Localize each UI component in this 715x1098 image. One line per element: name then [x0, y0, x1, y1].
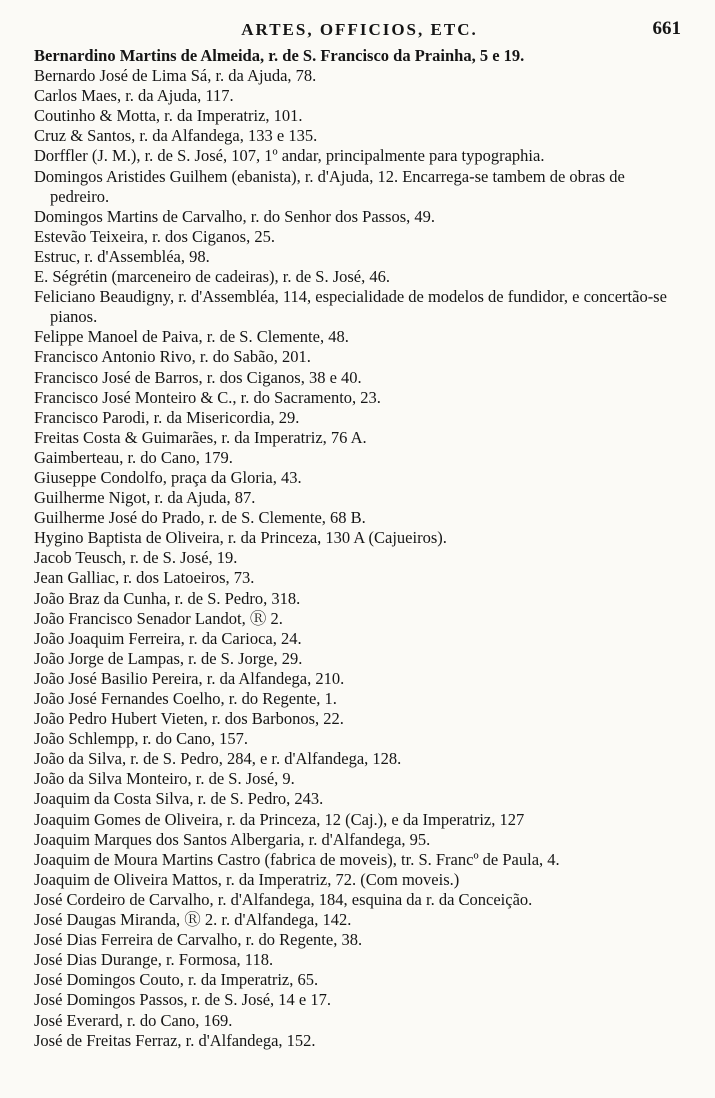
list-item: Francisco José de Barros, r. dos Ciganos, 38 e 40. [34, 367, 362, 387]
page-number: 661 [652, 18, 681, 39]
list-item: João Francisco Senador Landot, Ⓡ 2. [34, 608, 283, 628]
list-item: Hygino Baptista de Oliveira, r. da Princeza, 130 A (Cajueiros). [34, 528, 447, 548]
list-item: Francisco Parodi, r. da Misericordia, 29. [34, 407, 300, 427]
list-item: João Jorge de Lampas, r. de S. Jorge, 29. [34, 648, 303, 668]
list-item: Jean Galliac, r. dos Latoeiros, 73. [34, 568, 255, 588]
list-item: João José Fernandes Coelho, r. do Regente, 1. [34, 689, 337, 708]
list-item: José Dias Ferreira de Carvalho, r. do Regente, 38. [34, 930, 363, 950]
list-item: Gaimberteau, r. do Cano, 179. [34, 447, 233, 467]
list-item: Joaquim Marques dos Santos Albergaria, r. d'Alfandega, 95. [34, 829, 431, 849]
list-item: Guilherme Nigot, r. da Ajuda, 87. [34, 488, 256, 508]
list-item: José Everard, r. do Cano, 169. [34, 1010, 233, 1030]
list-item: Joaquim de Moura Martins Castro (fabrica de moveis), tr. S. Francº de Paula, 4. [34, 849, 560, 869]
list-item: Joaquim de Oliveira Mattos, r. da Imperatriz, 72. (Com moveis.) [34, 869, 460, 889]
list-item: João da Silva, r. de S. Pedro, 284, e r. d'Alfandega, 128. [34, 749, 402, 769]
list-item: João Braz da Cunha, r. de S. Pedro, 318. [34, 588, 301, 608]
directory-list [34, 46, 685, 1051]
list-item: Giuseppe Condolfo, praça da Gloria, 43. [34, 467, 302, 487]
running-head: ARTES, OFFICIOS, ETC. [241, 20, 478, 39]
list-item: Estevão Teixeira, r. dos Ciganos, 25. [34, 226, 275, 246]
list-item: Coutinho & Motta, r. da Imperatriz, 101. [34, 106, 303, 126]
page-header [34, 12, 685, 46]
list-item: Estruc, r. d'Assembléa, 98. [34, 246, 210, 266]
list-item: José Cordeiro de Carvalho, r. d'Alfandega, 184, esquina da r. da Conceição. [34, 889, 533, 909]
list-item: João Schlempp, r. do Cano, 157. [34, 729, 249, 749]
list-item: Francisco Antonio Rivo, r. do Sabão, 201. [34, 347, 311, 367]
list-item: E. Ségrétin (marceneiro de cadeiras), r. de S. José, 46. [34, 267, 390, 287]
list-item: Domingos Martins de Carvalho, r. do Senhor dos Passos, 49. [34, 206, 436, 226]
list-item: Dorffler (J. M.), r. de S. José, 107, 1º andar, principalmente para typographia. [34, 146, 545, 166]
list-item: José Domingos Passos, r. de S. José, 14 e 17. [34, 990, 332, 1010]
list-item: Domingos Aristides Guilhem (ebanista), r. d'Ajuda, 12. Encarrega-se tambem de obras de pedreiro. [34, 166, 625, 206]
list-item: Joaquim Gomes de Oliveira, r. da Princeza, 12 (Caj.), e da Imperatriz, 127 [34, 809, 525, 829]
list-item: Feliciano Beaudigny, r. d'Assembléa, 114, especialidade de modelos de fundidor, e concertão-se pianos. [34, 287, 667, 327]
list-item: Guilherme José do Prado, r. de S. Clemente, 68 B. [34, 508, 366, 528]
list-item: Bernardino Martins de Almeida, r. de S. Francisco da Prainha, 5 e 19. [34, 46, 525, 65]
list-item: José Dias Durange, r. Formosa, 118. [34, 950, 274, 970]
list-item: José Daugas Miranda, Ⓡ 2. r. d'Alfandega, 142. [34, 910, 352, 930]
list-item: Jacob Teusch, r. de S. José, 19. [34, 548, 238, 568]
list-item: João José Basilio Pereira, r. da Alfandega, 210. [34, 668, 345, 688]
list-item: José Domingos Couto, r. da Imperatriz, 65. [34, 970, 319, 990]
list-item: João da Silva Monteiro, r. de S. José, 9. [34, 769, 295, 789]
list-item: Freitas Costa & Guimarães, r. da Imperatriz, 76 A. [34, 427, 367, 447]
list-item: Joaquim da Costa Silva, r. de S. Pedro, 243. [34, 789, 324, 809]
list-item: José de Freitas Ferraz, r. d'Alfandega, 152. [34, 1030, 316, 1050]
list-item: João Joaquim Ferreira, r. da Carioca, 24. [34, 628, 302, 648]
list-item: Bernardo José de Lima Sá, r. da Ajuda, 78. [34, 66, 317, 86]
list-item: Felippe Manoel de Paiva, r. de S. Clemente, 48. [34, 327, 349, 347]
list-item: Cruz & Santos, r. da Alfandega, 133 e 135. [34, 126, 318, 146]
list-item: Francisco José Monteiro & C., r. do Sacramento, 23. [34, 387, 381, 407]
list-item: Carlos Maes, r. da Ajuda, 117. [34, 86, 234, 106]
list-item: João Pedro Hubert Vieten, r. dos Barbonos, 22. [34, 709, 344, 729]
